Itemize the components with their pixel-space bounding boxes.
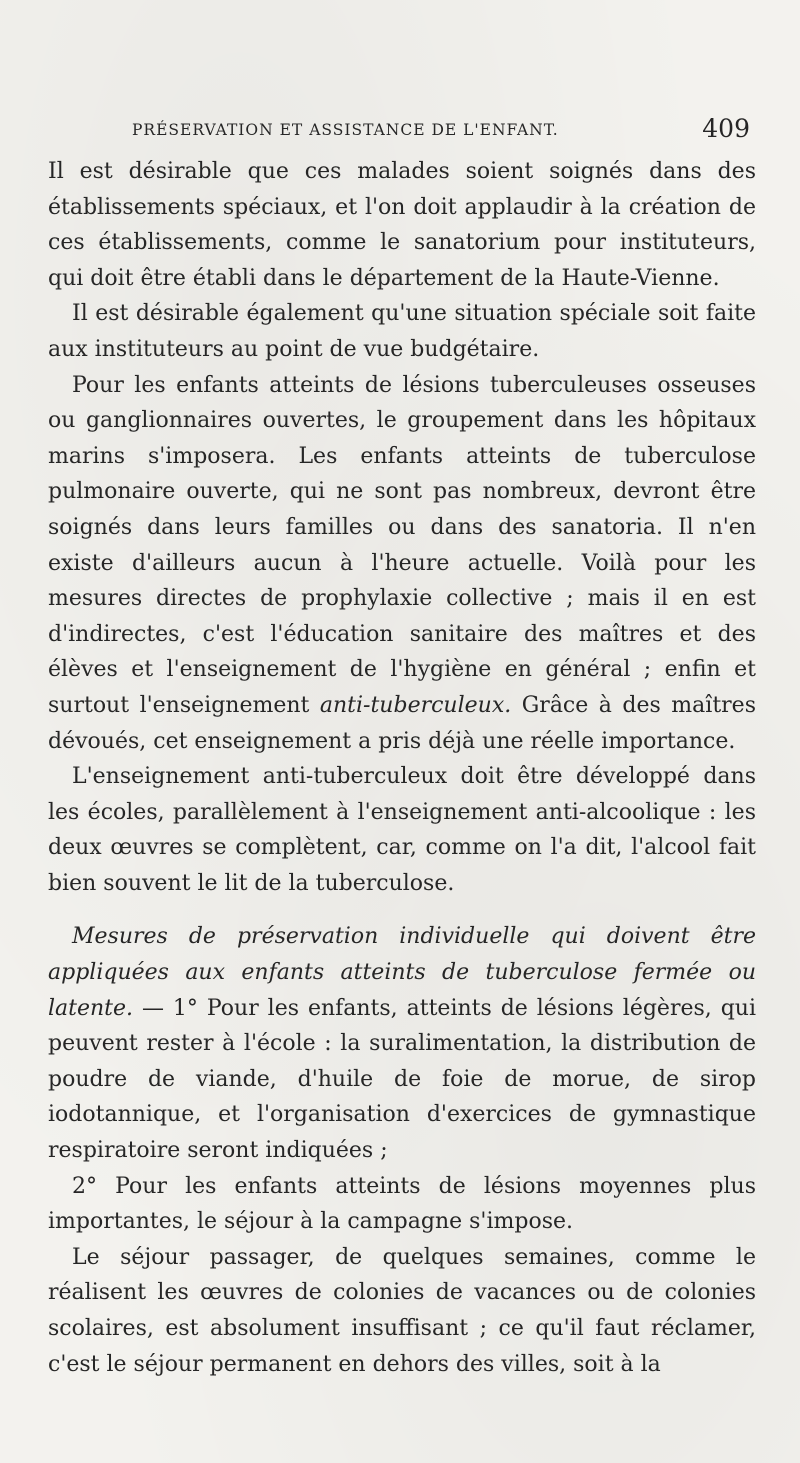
section-heading: Mesures de préservation individuelle qui doivent être appliquées aux enfants atteints de tuberculose fermée ou latente. [48, 924, 756, 1021]
paragraph-7: Le séjour passager, de quelques semaines, comme le réalisent les œuvres de colonies de vacances ou de colonies scolaires, est absolument insuffisant ; ce qu'il faut réclamer, c'est le séjour permanent en dehors des villes, soit à la [48, 1244, 756, 1377]
page-header [108, 114, 750, 146]
running-title: PRÉSERVATION ET ASSISTANCE DE L'ENFANT. [132, 121, 559, 139]
paragraph-6: 2° Pour les enfants atteints de lésions moyennes plus importantes, le séjour à la campagne s'impose. [48, 1173, 756, 1235]
paragraph-4: L'enseignement anti-tuberculeux doit être développé dans les écoles, parallèlement à l'enseignement anti-alcoolique : les deux œuvres se complètent, car, comme on l'a dit, l'alcool fait bien souvent le lit de la tuberculose. [48, 764, 756, 896]
paragraph-3 [48, 368, 756, 760]
body-text [48, 154, 756, 1382]
paragraph-3-text-after: Grâce à des maîtres dévoués, cet enseignement a pris déjà une réelle importance. [48, 692, 756, 754]
paragraph-2: Il est désirable également qu'une situation spéciale soit faite aux instituteurs au point de vue budgétaire. [48, 301, 756, 362]
paragraph-5-text: — 1° Pour les enfants, atteints de lésions légères, qui peuvent rester à l'école : la suralimentation, la distribution de poudre de viande, d'huile de foie de morue, de sirop iodotannique, et l'organisation d'exercices de gymnastique respiratoire seront indiquées ; [48, 995, 756, 1164]
paragraph-1: Il est désirable que ces malades soient soignés dans des établissements spéciaux, et l'on doit applaudir à la création de ces établissements, comme le sanatorium pour instituteurs, qui doit être établi dans le département de la Haute-Vienne. [48, 159, 756, 291]
page-number: 409 [702, 114, 750, 143]
paragraph-3-emphasis: anti-tuberculeux. [319, 692, 512, 718]
paragraph-5 [48, 919, 756, 1168]
paragraph-3-text-before: Pour les enfants atteints de lésions tuberculeuses osseuses ou ganglionnaires ouvertes, le groupement dans les hôpitaux marins s'imposera. Les enfants atteints de tuberculose pulmonaire ouverte, qui ne sont pas nombreux, devront être soignés dans leurs familles ou dans des sanatoria. Il n'en existe d'ailleurs aucun à l'heure actuelle. Voilà pour les mesures directes de prophylaxie collective ; mais il en est d'indirectes, c'est l'éducation sanitaire des maîtres et des élèves et l'enseignement de l'hygiène en général ; enfin et surtout l'enseignement [48, 372, 756, 718]
